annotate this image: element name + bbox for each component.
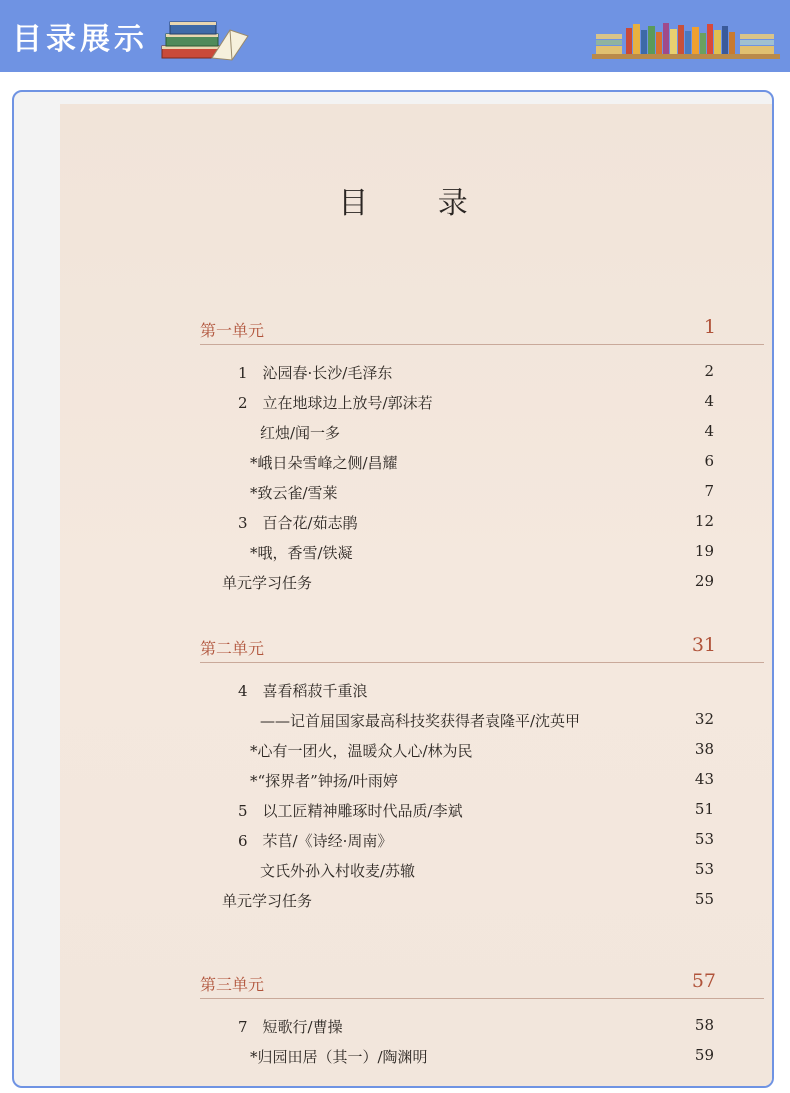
unit-1-label: 第一单元 bbox=[200, 321, 265, 340]
books-icon bbox=[160, 16, 250, 62]
toc-page bbox=[60, 104, 774, 1088]
toc-entry: 文氏外孙入村收麦/苏辙 bbox=[260, 862, 416, 880]
toc-entry: 5 以工匠精神雕琢时代品质/李斌 bbox=[238, 802, 463, 820]
unit-3-page: 57 bbox=[691, 970, 716, 992]
toc-entry: 3 百合花/茹志鹃 bbox=[238, 514, 358, 532]
toc-page-number: 53 bbox=[694, 830, 714, 848]
toc-page-number: 38 bbox=[694, 740, 714, 758]
toc-page-number: 7 bbox=[704, 482, 714, 500]
page-title: 目 录 bbox=[338, 186, 498, 221]
unit-2-page: 31 bbox=[691, 634, 716, 656]
toc-entry: 4 喜看稻菽千重浪 bbox=[238, 682, 368, 700]
unit-1-divider bbox=[200, 344, 764, 345]
unit-2-divider bbox=[200, 662, 764, 663]
toc-page-number: 32 bbox=[694, 710, 714, 728]
toc-entry: ——记首届国家最高科技奖获得者袁隆平/沈英甲 bbox=[260, 712, 581, 730]
header-banner bbox=[0, 0, 790, 72]
toc-entry: 单元学习任务 bbox=[222, 892, 313, 910]
toc-entry: *致云雀/雪莱 bbox=[250, 484, 338, 502]
toc-entry: 6 芣苢/《诗经·周南》 bbox=[238, 832, 393, 850]
unit-3-divider bbox=[200, 998, 764, 999]
toc-page-number: 29 bbox=[694, 572, 714, 590]
toc-page-number: 19 bbox=[694, 542, 714, 560]
toc-entry: 单元学习任务 bbox=[222, 574, 313, 592]
toc-page-number: 6 bbox=[704, 452, 714, 470]
toc-page-number: 59 bbox=[694, 1046, 714, 1064]
toc-entry: *“探界者”钟扬/叶雨婷 bbox=[250, 772, 398, 790]
toc-entry: *哦，香雪/铁凝 bbox=[250, 544, 353, 562]
toc-page-number: 58 bbox=[694, 1016, 714, 1034]
toc-page-number: 43 bbox=[694, 770, 714, 788]
toc-page-number: 4 bbox=[704, 422, 714, 440]
toc-entry: 1 沁园春·长沙/毛泽东 bbox=[238, 364, 393, 382]
banner-title: 目录展示 bbox=[12, 22, 148, 57]
toc-entry: 2 立在地球边上放号/郭沫若 bbox=[238, 394, 433, 412]
toc-page-number: 53 bbox=[694, 860, 714, 878]
toc-entry: 红烛/闻一多 bbox=[260, 424, 341, 442]
toc-page-number: 2 bbox=[704, 362, 714, 380]
toc-entry: *峨日朵雪峰之侧/昌耀 bbox=[250, 454, 398, 472]
toc-page-number: 51 bbox=[694, 800, 714, 818]
unit-1-page: 1 bbox=[703, 316, 716, 338]
toc-page-number: 12 bbox=[694, 512, 714, 530]
bookshelf-icon bbox=[592, 20, 780, 60]
toc-page-number: 4 bbox=[704, 392, 714, 410]
toc-entry: *心有一团火，温暖众人心/林为民 bbox=[250, 742, 473, 760]
content-frame bbox=[12, 90, 774, 1088]
toc-entry: 7 短歌行/曹操 bbox=[238, 1018, 343, 1036]
unit-2-label: 第二单元 bbox=[200, 639, 265, 658]
toc-page-number: 55 bbox=[694, 890, 714, 908]
toc-entry: *归园田居（其一）/陶渊明 bbox=[250, 1048, 428, 1066]
unit-3-label: 第三单元 bbox=[200, 975, 265, 994]
